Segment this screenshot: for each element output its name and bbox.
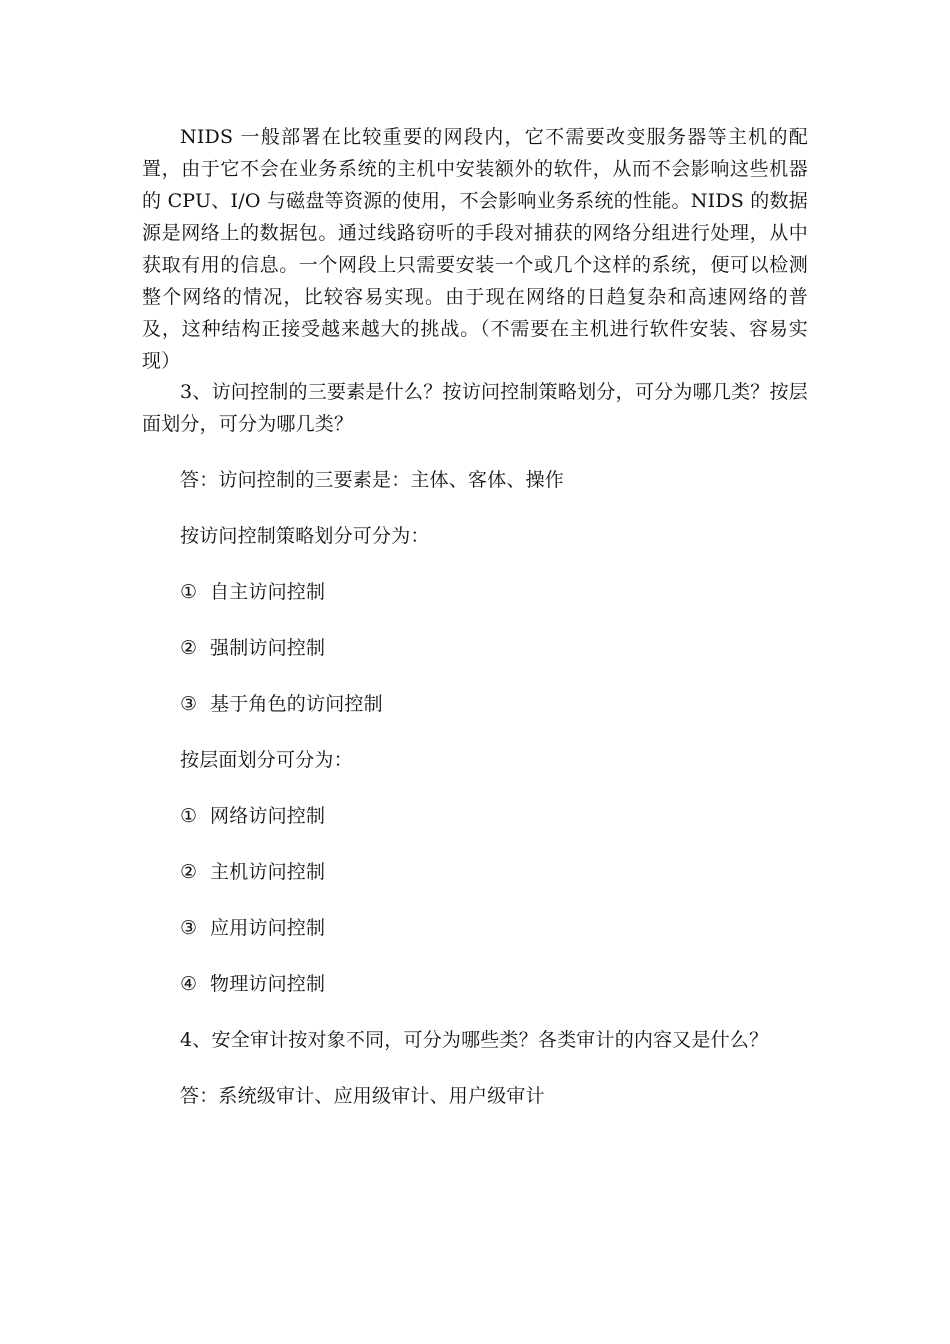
question-3: 3、访问控制的三要素是什么？按访问控制策略划分，可分为哪几类？按层面划分，可分为哪几类？ (142, 381, 808, 435)
list-marker: ③ (180, 917, 198, 939)
layer-item (180, 914, 325, 942)
answer-3: 答：访问控制的三要素是：主体、客体、操作 (180, 469, 565, 491)
layer-item (180, 802, 325, 830)
list-item-text: 应用访问控制 (210, 917, 326, 939)
list-marker: ② (180, 637, 198, 659)
list-item-text: 物理访问控制 (210, 973, 326, 995)
list-item-text: 强制访问控制 (210, 637, 326, 659)
question-4: 4、安全审计按对象不同，可分为哪些类？各类审计的内容又是什么？ (180, 1029, 769, 1051)
layer-heading: 按层面划分可分为： (180, 749, 353, 771)
layer-item (180, 970, 325, 998)
list-marker: ① (180, 581, 198, 603)
policy-heading: 按访问控制策略划分可分为： (180, 525, 430, 547)
policy-item (180, 634, 325, 662)
answer-4: 答：系统级审计、应用级审计、用户级审计 (180, 1085, 545, 1107)
list-marker: ① (180, 805, 198, 827)
list-marker: ④ (180, 973, 198, 995)
policy-item (180, 690, 383, 718)
list-item-text: 自主访问控制 (210, 581, 326, 603)
list-marker: ② (180, 861, 198, 883)
list-item-text: 网络访问控制 (210, 805, 326, 827)
list-item-text: 基于角色的访问控制 (210, 693, 383, 715)
list-item-text: 主机访问控制 (210, 861, 326, 883)
layer-item (180, 858, 325, 886)
paragraph-nids: NIDS 一般部署在比较重要的网段内，它不需要改变服务器等主机的配置，由于它不会在业务系统的主机中安装额外的软件，从而不会影响这些机器的 CPU、I/O 与磁盘等资源的使用，不会影响业务系统的性能。NIDS 的数据源是网络上的数据包。通过线路窃听的手段对捕获的网络分组进行处理，从中获取有用的信息。一个网段上只需要安装一个或几个这样的系统，便可以检测整个网络的情况，比较容易实现。由于现在网络的日趋复杂和高速网络的普及，这种结构正接受越来越大的挑战。（不需要在主机进行软件安装、容易实现） (142, 126, 808, 372)
list-marker: ③ (180, 693, 198, 715)
policy-item (180, 578, 325, 606)
